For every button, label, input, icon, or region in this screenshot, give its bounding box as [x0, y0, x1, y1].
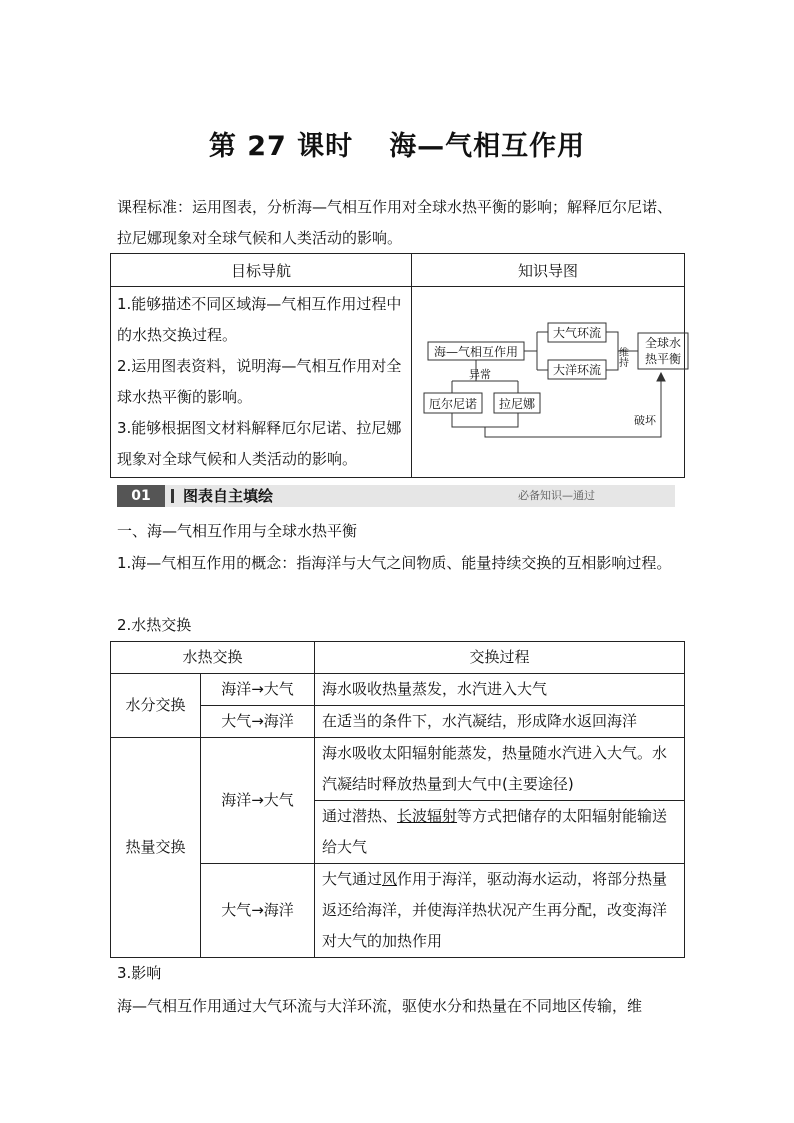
process-cell: 通过潜热、长波辐射等方式把储存的太阳辐射能输送给大气 — [315, 801, 685, 864]
process-cell: 海水吸收太阳辐射能蒸发，热量随水汽进入大气。水汽凝结时释放热量到大气中(主要途径) — [315, 738, 685, 801]
balance-label-2: 热平衡 — [644, 352, 682, 366]
direction-cell: 海洋→大气 — [201, 674, 315, 706]
underlined-term: 长波辐射 — [397, 807, 458, 825]
concept-head: 1.海—气相互作用的概念： — [117, 554, 297, 572]
center-label: 海—气相互作用 — [433, 345, 519, 359]
goal-nav-header: 目标导航 — [111, 254, 412, 287]
heat-exchange-cell: 热量交换 — [111, 738, 201, 958]
knowledge-map — [412, 287, 685, 478]
goal-item: 3.能够根据图文材料解释厄尔尼诺、拉尼娜现象对全球气候和人类活动的影响。 — [117, 419, 402, 468]
section-subtitle: 必备知识—通过 — [518, 489, 595, 502]
process-header: 交换过程 — [315, 642, 685, 674]
guide-table — [110, 253, 685, 478]
direction-cell: 海洋→大气 — [201, 738, 315, 864]
curriculum-standard: 课程标准：运用图表，分析海—气相互作用对全球水热平衡的影响；解释厄尔尼诺、拉尼娜现象对全球气候和人类活动的影响。 — [117, 198, 673, 247]
water-exchange-cell: 水分交换 — [111, 674, 201, 738]
section-bar — [117, 485, 675, 507]
process-cell: 在适当的条件下，水汽凝结，形成降水返回海洋 — [315, 706, 685, 738]
goal-item: 1.能够描述不同区域海—气相互作用过程中的水热交换过程。 — [117, 295, 402, 344]
section-number: 01 — [117, 485, 165, 507]
concept-body: 指海洋与大气之间物质、能量持续交换的互相影响过程。 — [296, 554, 672, 572]
goal-list — [111, 287, 412, 478]
process-cell: 海水吸收热量蒸发，水汽进入大气 — [315, 674, 685, 706]
goal-item: 2.运用图表资料，说明海—气相互作用对全球水热平衡的影响。 — [117, 357, 402, 406]
process-cell: 大气通过风作用于海洋，驱动海水运动，将部分热量返还给海洋，并使海洋热状况产生再分配，改变海洋对大气的加热作用 — [315, 864, 685, 958]
section-divider — [171, 489, 174, 503]
section-label: 图表自主填绘 — [183, 487, 274, 505]
direction-cell: 大气→海洋 — [201, 706, 315, 738]
atm-label: 大气环流 — [552, 326, 602, 340]
effect-paragraph: 海—气相互作用通过大气环流与大洋环流，驱使水分和热量在不同地区传输，维 — [117, 997, 643, 1015]
lanina-label: 拉尼娜 — [498, 397, 536, 411]
balance-label-1: 全球水 — [644, 336, 682, 350]
item-2-heading: 2.水热交换 — [117, 616, 192, 634]
maintain-label: 维持 — [616, 347, 628, 367]
knowledge-map-diagram — [412, 287, 696, 473]
knowledge-map-header: 知识导图 — [412, 254, 685, 287]
elnino-label: 厄尔尼诺 — [428, 397, 478, 411]
direction-cell: 大气→海洋 — [201, 864, 315, 958]
exchange-table — [110, 641, 685, 958]
page-title: 第 27 课时 海—气相互作用 — [208, 131, 586, 162]
destroy-label: 破坏 — [634, 414, 656, 427]
section-heading: 一、海—气相互作用与全球水热平衡 — [117, 522, 358, 540]
underlined-term: 风 — [382, 870, 398, 888]
concept-paragraph — [117, 548, 679, 579]
item-3-heading: 3.影响 — [117, 964, 162, 982]
abnormal-label: 异常 — [469, 368, 491, 381]
exchange-header: 水热交换 — [111, 642, 315, 674]
ocean-label: 大洋环流 — [552, 363, 602, 377]
